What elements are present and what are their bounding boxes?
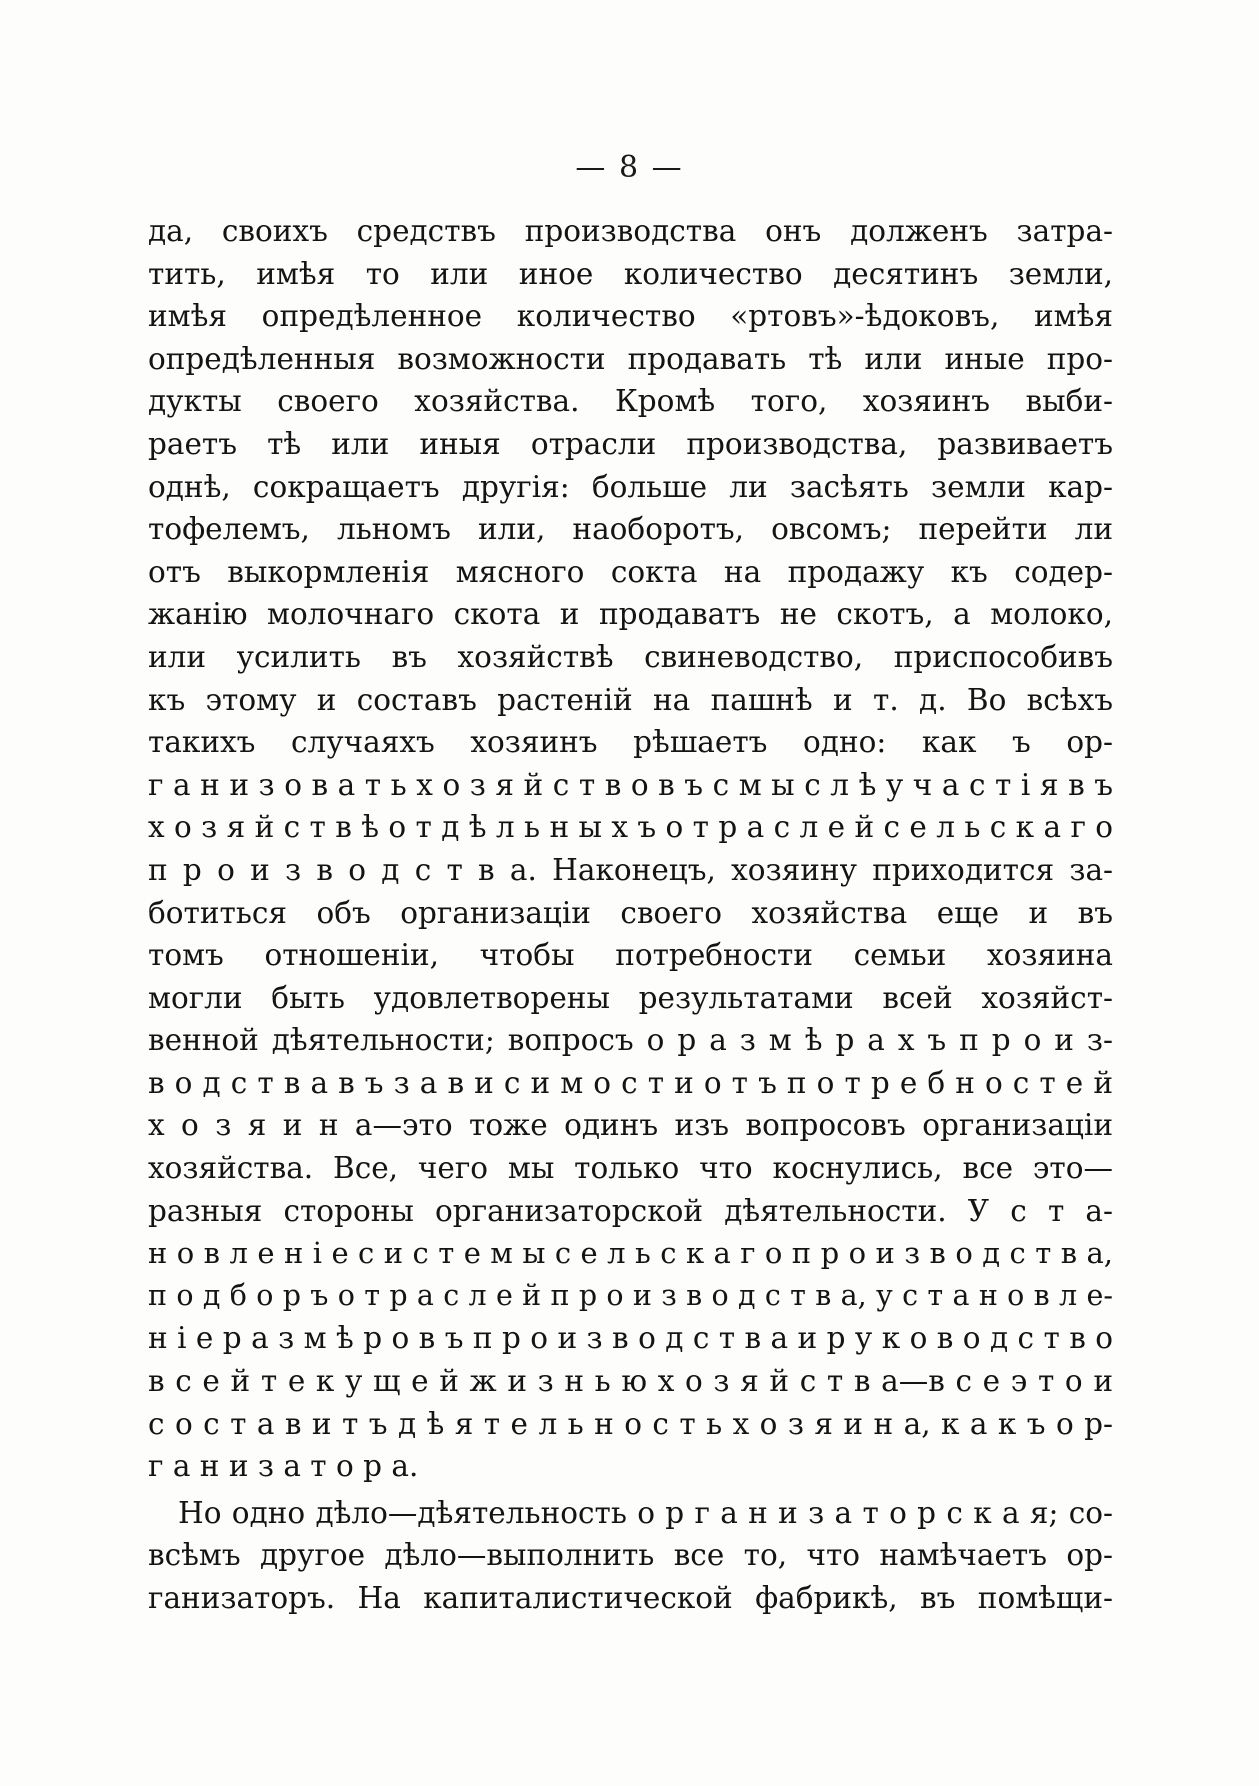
text-line: всѣмъ другое дѣло—выполнить все то, что намѣчаетъ ор- (148, 1538, 1113, 1573)
text-line: ганизаторъ. На капиталистической фабрикѣ, въ помѣщи- (148, 1581, 1113, 1615)
paragraph-1 (148, 210, 1113, 1488)
text-line: Но одно дѣло—дѣятельность о р г а н и з а т о р с к а я; со- (178, 1495, 1113, 1530)
text-line: хозяйства. Все, чего мы только что коснулись, все это— (148, 1151, 1113, 1186)
paragraph-2 (148, 1492, 1113, 1620)
text-line: да, своихъ средствъ производства онъ долженъ затра- (148, 214, 1113, 248)
text-line: н о в л е н і е с и с т е м ы с е л ь с к а г о п р о и з в о д с т в а, (148, 1236, 1113, 1271)
text-line: или усилить въ хозяйствѣ свиневодство, приспособивъ (148, 639, 1113, 674)
page-number: — 8 — (575, 150, 684, 185)
text-line: н і е р а з м ѣ р о в ъ п р о и з в о д с т в а и р у к о в о д с т в о (148, 1321, 1113, 1356)
text-line: могли быть удовлетворены результатами всей хозяйст- (148, 980, 1113, 1015)
body-text (148, 210, 1113, 1620)
text-line: раетъ тѣ или иныя отрасли производства, развиваетъ (148, 426, 1113, 461)
text-line: п о д б о р ъ о т р а с л е й п р о и з в о д с т в а, у с т а н о в л е- (148, 1278, 1113, 1312)
text-line: томъ отношеніи, чтобы потребности семьи хозяина (148, 938, 1113, 973)
text-line: ботиться объ организаціи своего хозяйства еще и въ (148, 895, 1113, 930)
text-line: в о д с т в а в ъ з а в и с и м о с т и о т ъ п о т р е б н о с т е й (148, 1065, 1113, 1100)
text-line: п р о и з в о д с т в а. Наконецъ, хозяину приходится за- (148, 852, 1113, 887)
text-line: однѣ, сокращаетъ другія: больше ли засѣять земли кар- (148, 469, 1113, 504)
text-line: разныя стороны организаторской дѣятельности. У с т а- (148, 1193, 1113, 1228)
text-line: опредѣленныя возможности продавать тѣ или иные про- (148, 341, 1113, 376)
text-line: тофелемъ, льномъ или, наоборотъ, овсомъ; перейти ли (148, 512, 1113, 547)
text-line: имѣя опредѣленное количество «ртовъ»-ѣдоковъ, имѣя (148, 299, 1113, 334)
text-line: жанію молочнаго скота и продаватъ не скотъ, а молоко, (148, 597, 1113, 632)
text-line: в с е й т е к у щ е й ж и з н ь ю х о з я й с т в а—в с е э т о и (148, 1364, 1113, 1399)
text-line: х о з я и н а—это тоже одинъ изъ вопросовъ организаціи (148, 1108, 1113, 1143)
text-line: с о с т а в и т ъ д ѣ я т е л ь н о с т ь х о з я и н а, к а к ъ о р- (148, 1406, 1113, 1441)
text-line: венной дѣятельности; вопросъ о р а з м ѣ р а х ъ п р о и з- (148, 1023, 1113, 1058)
text-line: отъ выкормленія мясного сокта на продажу къ содер- (148, 554, 1113, 589)
text-line: такихъ случаяхъ хозяинъ рѣшаетъ одно: как ъ ор- (148, 725, 1113, 760)
text-line: къ этому и составъ растеній на пашнѣ и т. д. Во всѣхъ (148, 682, 1113, 717)
text-line: г а н и з о в а т ь х о з я й с т в о в ъ с м ы с л ѣ у ч а с т і я в ъ (148, 767, 1113, 802)
text-line: дукты своего хозяйства. Кромѣ того, хозяинъ выби- (148, 384, 1113, 419)
text-line: тить, имѣя то или иное количество десятинъ земли, (148, 256, 1113, 291)
text-line: х о з я й с т в ѣ о т д ѣ л ь н ы х ъ о т р а с л е й с е л ь с к а г о (148, 810, 1113, 845)
text-line: г а н и з а т о р а. (148, 1449, 419, 1484)
